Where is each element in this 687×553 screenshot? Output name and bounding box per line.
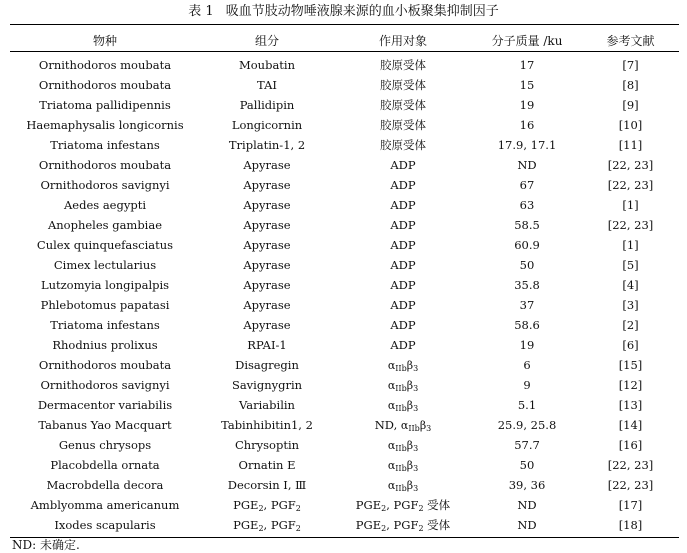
- cell-reference: [11]: [618, 138, 643, 152]
- cell-component: Moubatin: [238, 58, 296, 72]
- table-row: [10, 495, 679, 515]
- cell-component: Apyrase: [243, 238, 291, 252]
- target-prefix: ND,: [374, 417, 401, 432]
- cell-target: ADP: [390, 278, 416, 292]
- header-row: [10, 29, 679, 51]
- table-row: [10, 235, 679, 255]
- cell-species: Lutzomyia longipalpis: [40, 278, 170, 292]
- cell-species: Tabanus Yao Macquart: [38, 418, 172, 432]
- receptor-alpha-subscript: IIb: [395, 363, 407, 373]
- column-header-target: 作用对象: [378, 33, 427, 48]
- cell-component: TAI: [257, 78, 277, 92]
- top-rule: [10, 24, 679, 25]
- cell-component: Longicornin: [231, 118, 303, 132]
- target-suffix: 受体: [423, 498, 451, 512]
- cell-mass: 25.9, 25.8: [497, 418, 557, 432]
- prostaglandin-e-subscript: 2: [381, 524, 387, 533]
- table-row: [10, 255, 679, 275]
- cell-mass: 50: [519, 258, 535, 272]
- cell-species: Cimex lectularius: [53, 258, 157, 272]
- cell-mass: 63: [519, 198, 535, 212]
- table-row: [10, 275, 679, 295]
- cell-mass: 67: [519, 178, 535, 192]
- cell-reference: [3]: [622, 298, 639, 312]
- cell-component: Chrysoptin: [234, 438, 300, 452]
- column-header-component: 组分: [254, 33, 279, 48]
- cell-reference: [2]: [622, 318, 639, 332]
- cell-target: ADP: [390, 338, 416, 352]
- prostaglandin-e: PGE: [233, 497, 259, 512]
- cell-mass: 19: [519, 98, 535, 112]
- cell-target: ADP: [390, 178, 416, 192]
- cell-species: Triatoma pallidipennis: [39, 98, 171, 112]
- column-header-reference: 参考文献: [606, 33, 655, 48]
- prostaglandin-separator: ,: [386, 518, 394, 532]
- receptor-beta: β: [406, 398, 414, 412]
- cell-mass: 57.7: [514, 438, 540, 452]
- cell-target: [334, 515, 472, 535]
- receptor-alpha: α: [387, 478, 396, 492]
- prostaglandin-f-subscript: 2: [295, 523, 301, 533]
- cell-target: 胶原受体: [380, 98, 426, 112]
- receptor-alpha: α: [387, 398, 396, 412]
- cell-reference: [1]: [622, 238, 639, 252]
- prostaglandin-e: PGE: [355, 518, 382, 532]
- cell-target: ADP: [390, 198, 416, 212]
- receptor-alpha: α: [387, 378, 396, 392]
- cell-component: Apyrase: [243, 298, 291, 312]
- receptor-alpha-subscript: IIb: [395, 443, 407, 453]
- cell-reference: [9]: [622, 98, 639, 112]
- prostaglandin-separator: ,: [263, 517, 271, 532]
- prostaglandin-e-subscript: 2: [258, 523, 264, 533]
- receptor-beta: β: [419, 418, 427, 432]
- cell-component: Disagregin: [235, 358, 299, 372]
- cell-reference: [18]: [618, 518, 643, 532]
- cell-component: Ornatin E: [238, 458, 296, 472]
- table-footnote: ND: 未确定.: [12, 538, 80, 552]
- receptor-beta-subscript: 3: [413, 463, 419, 473]
- cell-target: [334, 435, 472, 455]
- cell-reference: [15]: [618, 358, 643, 372]
- cell-species: Ornithodoros moubata: [38, 358, 172, 372]
- cell-mass: 58.6: [514, 318, 540, 332]
- cell-mass: 9: [523, 378, 531, 392]
- table-row: [10, 515, 679, 535]
- cell-species: Ornithodoros moubata: [38, 78, 172, 92]
- receptor-beta: β: [406, 438, 414, 452]
- cell-component: [200, 495, 334, 515]
- receptor-beta-subscript: 3: [413, 443, 419, 453]
- cell-target: [334, 455, 472, 475]
- prostaglandin-f: PGF: [270, 517, 296, 532]
- cell-species: Ornithodoros savignyi: [40, 378, 170, 392]
- table-row: [10, 375, 679, 395]
- cell-mass: 6: [523, 358, 531, 372]
- table-row: [10, 455, 679, 475]
- receptor-beta: β: [406, 458, 414, 472]
- cell-target: [334, 355, 472, 375]
- cell-mass: 58.5: [514, 218, 540, 232]
- cell-mass: 39, 36: [508, 478, 546, 492]
- receptor-beta-subscript: 3: [413, 363, 419, 373]
- cell-reference: [22, 23]: [607, 158, 654, 172]
- cell-target: ADP: [390, 218, 416, 232]
- cell-species: Amblyomma americanum: [30, 498, 180, 512]
- cell-species: Ixodes scapularis: [54, 518, 156, 532]
- cell-mass: 50: [519, 458, 535, 472]
- cell-species: Anopheles gambiae: [47, 218, 163, 232]
- cell-species: Haemaphysalis longicornis: [26, 118, 184, 132]
- cell-mass: 16: [519, 118, 535, 132]
- prostaglandin-f-subscript: 2: [418, 504, 424, 513]
- prostaglandin-f: PGF: [270, 497, 296, 512]
- cell-reference: [16]: [618, 438, 643, 452]
- table-number: 表 1: [188, 4, 214, 19]
- cell-reference: [17]: [618, 498, 643, 512]
- receptor-beta: β: [406, 358, 414, 372]
- cell-target: [334, 495, 472, 515]
- table-row: [10, 335, 679, 355]
- cell-reference: [6]: [622, 338, 639, 352]
- cell-component: Savignygrin: [231, 378, 303, 392]
- cell-species: Triatoma infestans: [50, 138, 160, 152]
- cell-mass: 37: [519, 298, 535, 312]
- cell-reference: [4]: [622, 278, 639, 292]
- cell-component: Apyrase: [243, 318, 291, 332]
- cell-species: Triatoma infestans: [50, 318, 160, 332]
- cell-mass: 15: [519, 78, 535, 92]
- cell-mass: ND: [517, 518, 537, 532]
- cell-species: Dermacentor variabilis: [37, 398, 173, 412]
- receptor-alpha: α: [387, 458, 396, 472]
- cell-target: [334, 375, 472, 395]
- table-row: [10, 195, 679, 215]
- cell-reference: [22, 23]: [607, 218, 654, 232]
- cell-component: Apyrase: [243, 278, 291, 292]
- table-row: [10, 55, 679, 75]
- cell-species: Placobdella ornata: [50, 458, 160, 472]
- table-row: [10, 315, 679, 335]
- cell-species: Macrobdella decora: [46, 478, 164, 492]
- cell-mass: ND: [517, 158, 537, 172]
- cell-component: Tabinhibitin1, 2: [221, 418, 313, 432]
- inhibitor-table: [10, 29, 679, 535]
- cell-mass: 19: [519, 338, 535, 352]
- cell-component: Apyrase: [243, 198, 291, 212]
- cell-reference: [22, 23]: [607, 478, 654, 492]
- cell-component: Apyrase: [243, 218, 291, 232]
- table-row: [10, 435, 679, 455]
- cell-species: Culex quinquefasciatus: [36, 238, 174, 252]
- receptor-beta: β: [406, 478, 414, 492]
- cell-component: [200, 515, 334, 535]
- cell-mass: ND: [517, 498, 537, 512]
- cell-species: Rhodnius prolixus: [52, 338, 158, 352]
- cell-reference: [5]: [622, 258, 639, 272]
- column-header-species: 物种: [92, 33, 117, 48]
- prostaglandin-f-subscript: 2: [418, 524, 424, 533]
- cell-mass: 60.9: [514, 238, 540, 252]
- table-row: [10, 215, 679, 235]
- cell-reference: [12]: [618, 378, 643, 392]
- prostaglandin-f: PGF: [393, 518, 419, 532]
- cell-component: Variabilin: [239, 398, 295, 412]
- table-caption: [0, 4, 687, 20]
- cell-target: 胶原受体: [380, 78, 426, 92]
- cell-reference: [13]: [618, 398, 643, 412]
- cell-target: ADP: [390, 258, 416, 272]
- table-row: [10, 135, 679, 155]
- cell-target: ADP: [390, 238, 416, 252]
- cell-species: Ornithodoros savignyi: [40, 178, 170, 192]
- column-header-mass: 分子质量 /ku: [491, 33, 563, 48]
- receptor-beta-subscript: 3: [426, 423, 432, 433]
- cell-target: 胶原受体: [380, 138, 426, 152]
- table-row: [10, 355, 679, 375]
- receptor-alpha-subscript: IIb: [395, 403, 407, 413]
- cell-mass: 5.1: [517, 398, 537, 412]
- cell-mass: 35.8: [514, 278, 540, 292]
- table-row: [10, 75, 679, 95]
- receptor-alpha: α: [400, 418, 409, 432]
- cell-species: Ornithodoros moubata: [38, 58, 172, 72]
- prostaglandin-e: PGE: [355, 498, 382, 512]
- cell-component: Apyrase: [243, 158, 291, 172]
- prostaglandin-f-subscript: 2: [295, 503, 301, 513]
- table-row: [10, 295, 679, 315]
- cell-reference: [8]: [622, 78, 639, 92]
- table-title: 吸血节肢动物唾液腺来源的血小板聚集抑制因子: [225, 4, 499, 19]
- cell-component: Apyrase: [243, 178, 291, 192]
- table-row: [10, 395, 679, 415]
- cell-target: [334, 415, 472, 435]
- cell-component: Pallidipin: [239, 98, 295, 112]
- table-row: [10, 475, 679, 495]
- cell-target: [334, 395, 472, 415]
- receptor-beta-subscript: 3: [413, 483, 419, 493]
- cell-reference: [1]: [622, 198, 639, 212]
- cell-mass: 17.9, 17.1: [497, 138, 557, 152]
- table-body: [10, 55, 679, 535]
- receptor-beta: β: [406, 378, 414, 392]
- cell-target: 胶原受体: [380, 58, 426, 72]
- table-row: [10, 115, 679, 135]
- receptor-alpha-subscript: IIb: [395, 383, 407, 393]
- receptor-alpha-subscript: IIb: [408, 423, 420, 433]
- cell-species: Aedes aegypti: [63, 198, 147, 212]
- cell-target: 胶原受体: [380, 118, 426, 132]
- prostaglandin-f: PGF: [393, 498, 419, 512]
- receptor-alpha-subscript: IIb: [395, 463, 407, 473]
- table-row: [10, 175, 679, 195]
- prostaglandin-separator: ,: [263, 497, 271, 512]
- cell-target: [334, 475, 472, 495]
- cell-reference: [22, 23]: [607, 458, 654, 472]
- receptor-beta-subscript: 3: [413, 383, 419, 393]
- bottom-rule: [10, 537, 679, 538]
- prostaglandin-separator: ,: [386, 498, 394, 512]
- cell-species: Ornithodoros moubata: [38, 158, 172, 172]
- prostaglandin-e-subscript: 2: [381, 504, 387, 513]
- cell-component: Apyrase: [243, 258, 291, 272]
- table-row: [10, 95, 679, 115]
- receptor-alpha: α: [387, 358, 396, 372]
- cell-reference: [10]: [618, 118, 643, 132]
- prostaglandin-e: PGE: [233, 517, 259, 532]
- cell-target: ADP: [390, 298, 416, 312]
- target-suffix: 受体: [423, 518, 451, 532]
- table-row: [10, 415, 679, 435]
- cell-mass: 17: [519, 58, 535, 72]
- cell-target: ADP: [390, 158, 416, 172]
- cell-target: ADP: [390, 318, 416, 332]
- prostaglandin-e-subscript: 2: [258, 503, 264, 513]
- cell-reference: [14]: [618, 418, 643, 432]
- cell-component: Decorsin Ⅰ, Ⅲ: [227, 478, 307, 492]
- table-row: [10, 155, 679, 175]
- receptor-beta-subscript: 3: [413, 403, 419, 413]
- receptor-alpha: α: [387, 438, 396, 452]
- cell-species: Phlebotomus papatasi: [40, 298, 170, 312]
- cell-component: RPAI-1: [247, 338, 287, 352]
- cell-species: Genus chrysops: [58, 438, 152, 452]
- cell-component: Triplatin-1, 2: [228, 138, 306, 152]
- cell-reference: [22, 23]: [607, 178, 654, 192]
- cell-reference: [7]: [622, 58, 639, 72]
- receptor-alpha-subscript: IIb: [395, 483, 407, 493]
